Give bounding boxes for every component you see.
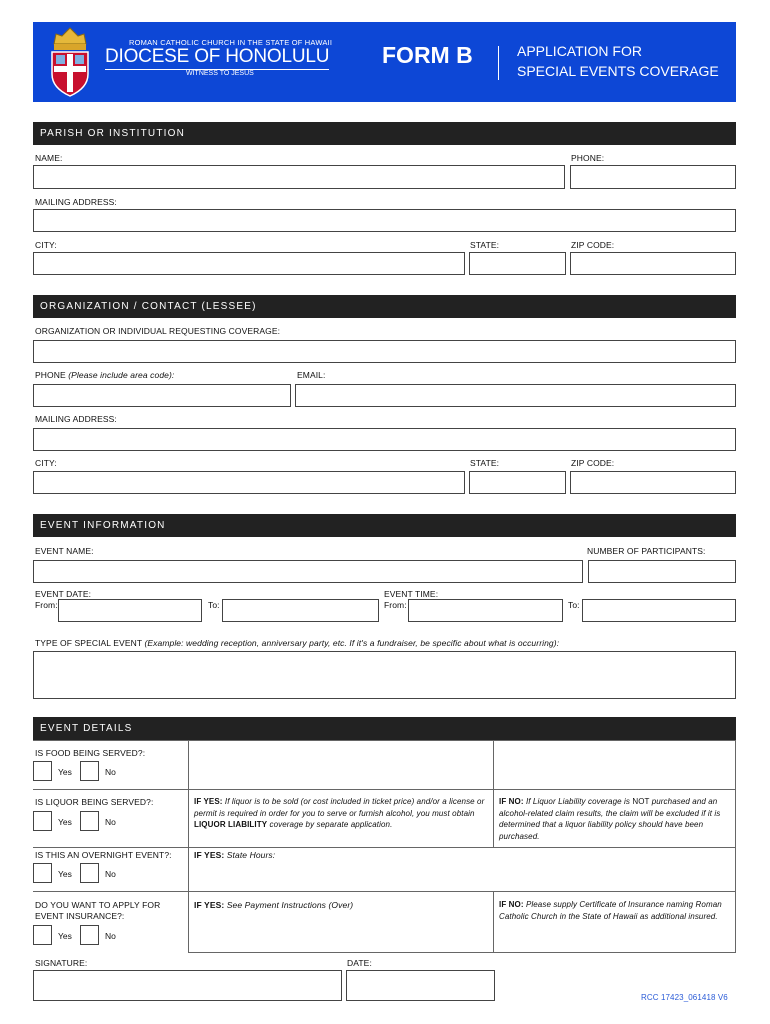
participants-label: NUMBER OF PARTICIPANTS: [587,546,706,556]
org-city-field[interactable] [33,471,465,494]
section-event-details: EVENT DETAILS [33,717,736,740]
q4-no-checkbox[interactable] [80,925,99,945]
org-state-label: STATE: [470,458,500,468]
q4-yes-text: IF YES: See Payment Instructions (Over) [194,900,354,910]
date-field[interactable] [346,970,495,1001]
org-mailing-label: MAILING ADDRESS: [35,414,117,424]
signature-field[interactable] [33,970,342,1001]
org-phone-field[interactable] [33,384,291,407]
event-date-from-label: From: [35,600,58,610]
org-email-field[interactable] [295,384,736,407]
org-requester-field[interactable] [33,340,736,363]
event-date-to-label: To: [208,600,220,610]
parish-name-label: NAME: [35,153,63,163]
church-name: ROMAN CATHOLIC CHURCH IN THE STATE OF HAWAII [129,38,333,47]
q1-yes-checkbox[interactable] [33,761,52,781]
parish-mailing-label: MAILING ADDRESS: [35,197,117,207]
q3-yes-text: IF YES: State Hours: [194,850,276,860]
org-phone-label: PHONE (Please include area code): [35,370,175,380]
org-email-label: EMAIL: [297,370,326,380]
org-zip-label: ZIP CODE: [571,458,615,468]
form-label: FORM B [382,42,473,68]
row-rule-2 [33,789,188,790]
event-date-to-field[interactable] [222,599,379,622]
event-name-label: EVENT NAME: [35,546,94,556]
header-divider [498,46,499,80]
footer-code: RCC 17423_061418 V6 [641,993,728,1002]
event-time-from-field[interactable] [408,599,563,622]
org-zip-field[interactable] [570,471,736,494]
row-rule-3 [33,847,188,848]
q4-yes-checkbox[interactable] [33,925,52,945]
q4-no-label: No [105,931,116,941]
form-title-line1: APPLICATION FOR [517,43,642,59]
parish-name-field[interactable] [33,165,565,189]
q2-no-label: No [105,817,116,827]
diocese-crest-icon [48,26,92,98]
q1-yes-cell [188,740,494,790]
q4-label-line2: EVENT INSURANCE?: [35,911,125,921]
org-city-label: CITY: [35,458,57,468]
org-requester-label: ORGANIZATION OR INDIVIDUAL REQUESTING COVERAGE: [35,326,281,336]
q2-yes-checkbox[interactable] [33,811,52,831]
q1-label: IS FOOD BEING SERVED?: [35,748,146,758]
parish-zip-field[interactable] [570,252,736,275]
parish-city-field[interactable] [33,252,465,275]
diocese-motto: WITNESS TO JESUS [186,70,254,77]
form-header [33,22,736,102]
q1-yes-label: Yes [58,767,72,777]
event-date-from-field[interactable] [58,599,202,622]
event-time-label: EVENT TIME: [384,589,439,599]
q3-label: IS THIS AN OVERNIGHT EVENT?: [35,850,172,860]
event-time-to-label: To: [568,600,580,610]
q4-yes-label: Yes [58,931,72,941]
q3-yes-checkbox[interactable] [33,863,52,883]
q3-no-checkbox[interactable] [80,863,99,883]
q1-no-cell [493,740,736,790]
parish-state-label: STATE: [470,240,500,250]
parish-zip-label: ZIP CODE: [571,240,615,250]
q2-no-checkbox[interactable] [80,811,99,831]
event-date-label: EVENT DATE: [35,589,92,599]
event-time-from-label: From: [384,600,407,610]
q3-yes-label: Yes [58,869,72,879]
parish-phone-label: PHONE: [571,153,605,163]
q2-yes-label: Yes [58,817,72,827]
form-title-line2: SPECIAL EVENTS COVERAGE [517,63,719,79]
q3-no-label: No [105,869,116,879]
q4-label-line1: DO YOU WANT TO APPLY FOR [35,900,161,910]
parish-city-label: CITY: [35,240,57,250]
diocese-name: DIOCESE OF HONOLULU [105,46,329,70]
parish-phone-field[interactable] [570,165,736,189]
date-label: DATE: [347,958,372,968]
parish-mailing-field[interactable] [33,209,736,232]
q2-label: IS LIQUOR BEING SERVED?: [35,797,154,807]
org-state-field[interactable] [469,471,566,494]
participants-field[interactable] [588,560,736,583]
signature-label: SIGNATURE: [35,958,88,968]
q2-no-text: IF NO: If Liquor Liability coverage is NOT purchased and an alcohol-related claim results, the claim will be excluded if it is determined that a liquor liability policy should have been purchased. [499,797,721,841]
parish-state-field[interactable] [469,252,566,275]
event-type-label: TYPE OF SPECIAL EVENT (Example: wedding reception, anniversary party, etc. If it's a fundraiser, be specific about what is occurring): [35,638,560,648]
event-type-field[interactable] [33,651,736,699]
row-rule-4 [33,891,188,892]
q4-no-text: IF NO: Please supply Certificate of Insurance naming Roman Catholic Church in the State of Hawaii as additional insured. [499,900,722,921]
q2-yes-text: IF YES: If liquor is to be sold (or cost included in ticket price) and/or a license or permit is required in order for you to serve or furnish alcohol, you must obtain LIQUOR LIABILITY coverage by separate application. [194,797,485,829]
section-parish: PARISH OR INSTITUTION [33,122,736,145]
event-name-field[interactable] [33,560,583,583]
section-event-information: EVENT INFORMATION [33,514,736,537]
org-mailing-field[interactable] [33,428,736,451]
q1-no-label: No [105,767,116,777]
event-time-to-field[interactable] [582,599,736,622]
q1-no-checkbox[interactable] [80,761,99,781]
section-organization: ORGANIZATION / CONTACT (LESSEE) [33,295,736,318]
